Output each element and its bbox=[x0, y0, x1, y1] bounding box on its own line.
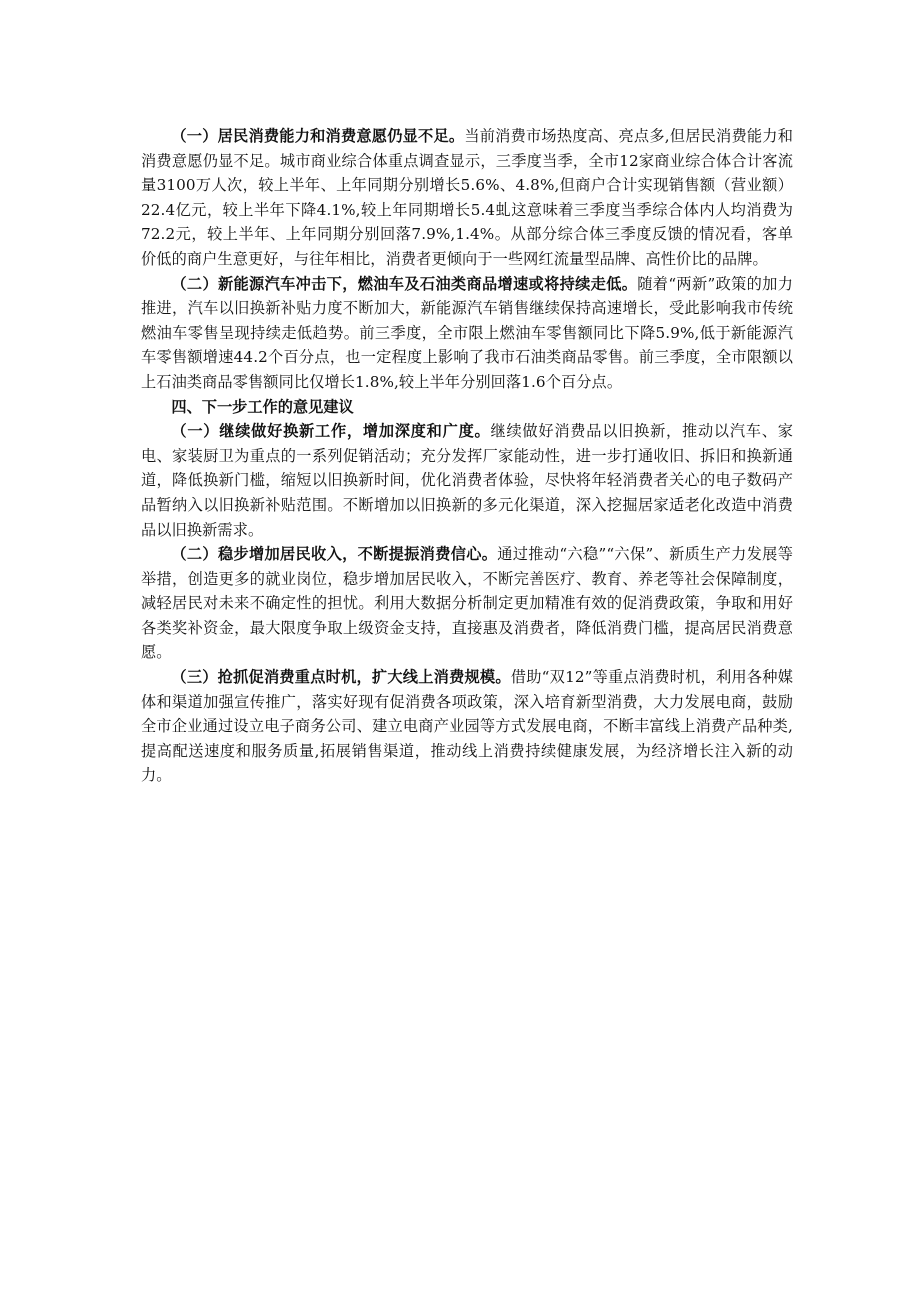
suggestion-lead: （三）抢抓促消费重点时机，扩大线上消费规模。 bbox=[171, 668, 511, 687]
paragraph-consumption-capacity bbox=[141, 124, 793, 272]
paragraph-body: 当前消费市场热度高、亮点多,但居民消费能力和消费意愿仍显不足。城市商业综合体重点调查显示，三季度当季，全市12家商业综合体合计客流量3100万人次，较上半年、上年同期分别增长5.6%、4.8%,但商户合计实现销售额（营业额）22.4亿元，较上半年下降4.1%,较上年同期增长5.4虬这意味着三季度当季综合体内人均消费为72.2元，较上半年、上年同期分别回落7.9%,1.4%。从部分综合体三季度反馈的情况看，客单价低的商户生意更好，与往年相比，消费者更倾向于一些网红流量型品牌、高性价比的品牌。 bbox=[141, 127, 793, 268]
suggestion-lead: （一）继续做好换新工作，增加深度和广度。 bbox=[171, 422, 491, 441]
suggestion-online-consumption bbox=[141, 665, 793, 788]
document-page bbox=[141, 124, 793, 788]
suggestion-lead: （二）稳步增加居民收入，不断提振消费信心。 bbox=[171, 545, 498, 564]
section-heading: 四、下一步工作的意见建议 bbox=[171, 397, 354, 416]
paragraph-lead: （一）居民消费能力和消费意愿仍显不足。 bbox=[171, 127, 465, 145]
paragraph-lead: （二）新能源汽车冲击下，燃油车及石油类商品增速或将持续走低。 bbox=[171, 274, 638, 293]
suggestion-trade-in bbox=[141, 419, 793, 542]
suggestion-body: 继续做好消费品以旧换新，推动以汽车、家电、家装厨卫为重点的一系列促销活动；充分发挥厂家能动性，进一步打通收旧、拆旧和换新通道，降低换新门槛，缩短以旧换新时间，优化消费者体验，尽快将年轻消费者关心的电子数码产品暂纳入以旧换新补贴范围。不断增加以旧换新的多元化渠道，深入挖掘居家适老化改造中消费品以旧换新需求。 bbox=[141, 422, 794, 539]
suggestion-body: 借助“双12”等重点消费时机，利用各种媒体和渠道加强宣传推广，落实好现有促消费各项政策，深入培育新型消费，大力发展电商，鼓励全市企业通过设立电子商务公司、建立电商产业园等方式发展电商，不断丰富线上消费产品种类,提高配送速度和服务质量,拓展销售渠道，推动线上消费持续健康发展，为经济增长注入新的动力。 bbox=[141, 668, 793, 785]
suggestion-body: 通过推动“六稳”“六保”、新质生产力发展等举措，创造更多的就业岗位，稳步增加居民收入，不断完善医疗、教育、养老等社会保障制度，减轻居民对未来不确定性的担忧。利用大数据分析制定更加精准有效的促消费政策，争取和用好各类奖补资金，最大限度争取上级资金支持，直接惠及消费者，降低消费门槛，提高居民消费意愿。 bbox=[141, 545, 793, 662]
paragraph-body: 随着“两新”政策的加力推进，汽车以旧换新补贴力度不断加大，新能源汽车销售继续保持高速增长，受此影响我市传统燃油车零售呈现持续走低趋势。前三季度，全市限上燃油车零售额同比下降5.9%,低于新能源汽车零售额增速44.2个百分点，也一定程度上影响了我市石油类商品零售。前三季度，全市限额以上石油类商品零售额同比仅增长1.8%,较上半年分别回落1.6个百分点。 bbox=[141, 274, 793, 391]
paragraph-new-energy-vehicles bbox=[141, 272, 793, 395]
suggestion-income bbox=[141, 542, 793, 665]
